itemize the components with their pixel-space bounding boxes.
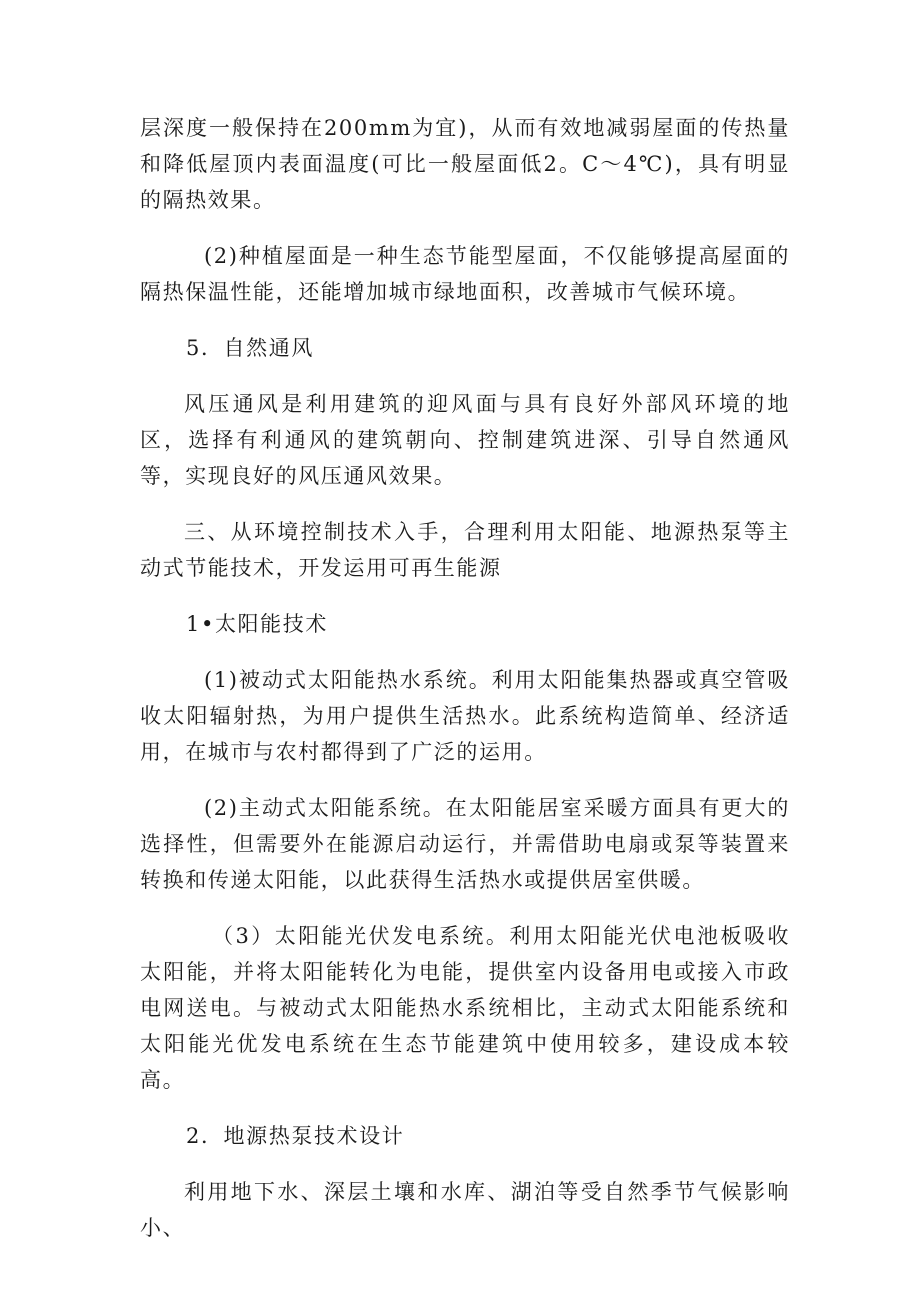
paragraph-solar-photovoltaic: （3）太阳能光伏发电系统。利用太阳能光伏电池板吸收太阳能，并将太阳能转化为电能，提供室内设备用电或接入市政电网送电。与被动式太阳能热水系统相比，主动式太阳能系统和太阳能光优发电系统在生态节能建筑中使用较多，建设成本较高。 — [140, 924, 790, 1092]
section-heading-ground-source-heat-pump: 2．地源热泵技术设计 — [186, 1124, 405, 1148]
paragraph-planted-roof: (2)种植屋面是一种生态节能型屋面，不仅能够提高屋面的隔热保温性能，还能增加城市绿地面积，改善城市气候环境。 — [140, 244, 790, 304]
paragraph-wind-pressure-ventilation: 风压通风是利用建筑的迎风面与具有良好外部风环境的地区，选择有利通风的建筑朝向、控制建筑进深、引导自然通风等，实现良好的风压通风效果。 — [140, 392, 790, 488]
section-heading-environment-control: 三、从环境控制技术入手，合理利用太阳能、地源热泵等主动式节能技术，开发运用可再生能源 — [140, 520, 790, 580]
paragraph-passive-solar-water: (1)被动式太阳能热水系统。利用太阳能集热器或真空管吸收太阳辐射热，为用户提供生活热水。此系统构造简单、经济适用，在城市与农村都得到了广泛的运用。 — [140, 668, 790, 764]
paragraph-active-solar-system: (2)主动式太阳能系统。在太阳能居室采暖方面具有更大的选择性，但需要外在能源启动运行，并需借助电扇或泵等装置来转换和传递太阳能，以此获得生活热水或提供居室供暖。 — [140, 796, 790, 892]
paragraph-roof-insulation-continued: 层深度一般保持在200mm为宜)，从而有效地减弱屋面的传热量和降低屋顶内表面温度(可比一般屋面低2。C～4℃)，具有明显的隔热效果。 — [140, 116, 790, 212]
document-body — [140, 110, 790, 1246]
section-heading-natural-ventilation: 5．自然通风 — [186, 336, 314, 360]
paragraph-ground-source-heat-pump: 利用地下水、深层土壤和水库、湖泊等受自然季节气候影响小、 — [140, 1180, 790, 1240]
section-heading-solar-technology: 1•太阳能技术 — [186, 612, 328, 636]
